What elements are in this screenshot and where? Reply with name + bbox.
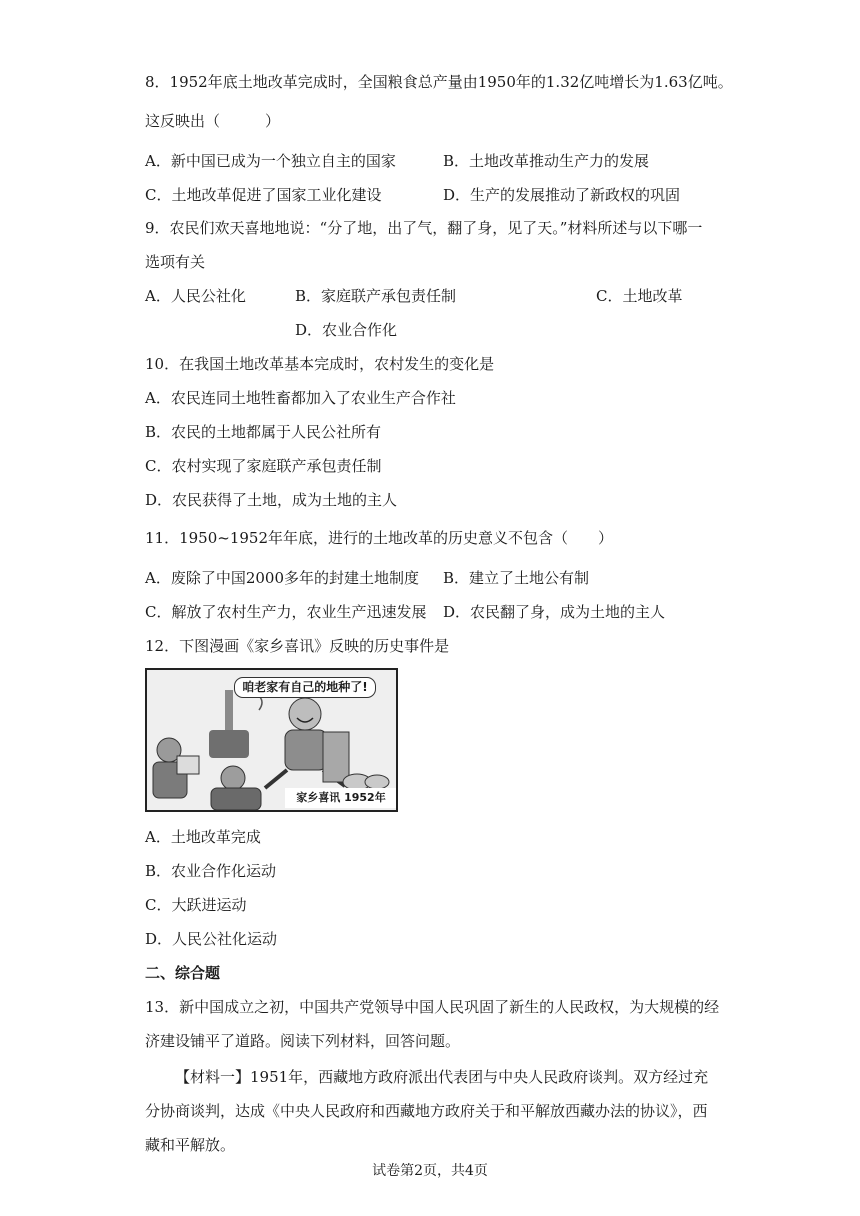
q9-option-a: A．人民公社化 bbox=[145, 287, 246, 305]
q8-option-b: B．土地改革推动生产力的发展 bbox=[443, 152, 650, 170]
q11-option-b: B．建立了土地公有制 bbox=[443, 569, 590, 587]
q9-stem-line2: 选项有关 bbox=[145, 253, 206, 271]
q10-option-a: A．农民连同土地牲畜都加入了农业生产合作社 bbox=[145, 389, 456, 407]
material-one-line2: 分协商谈判，达成《中央人民政府和西藏地方政府关于和平解放西藏办法的协议》，西 bbox=[145, 1102, 708, 1120]
q10-option-c: C．农村实现了家庭联产承包责任制 bbox=[145, 457, 382, 475]
q12-option-c: C．大跃进运动 bbox=[145, 896, 247, 914]
q9-stem-line1: 9．农民们欢天喜地地说：“分了地，出了气，翻了身，见了天。”材料所述与以下哪一 bbox=[145, 219, 703, 237]
q8-option-a: A．新中国已成为一个独立自主的国家 bbox=[145, 152, 396, 170]
page-footer: 试卷第2页，共4页 bbox=[372, 1163, 488, 1179]
material-one-line3: 藏和平解放。 bbox=[145, 1136, 236, 1154]
q13-stem-line2: 济建设铺平了道路。阅读下列材料，回答问题。 bbox=[145, 1032, 461, 1050]
q9-option-d: D．农业合作化 bbox=[295, 321, 398, 339]
cartoon-title-caption: 家乡喜讯 1952年 bbox=[285, 788, 397, 808]
q12-option-b: B．农业合作化运动 bbox=[145, 862, 277, 880]
q10-stem: 10．在我国土地改革基本完成时，农村发生的变化是 bbox=[145, 355, 495, 373]
q13-stem-line1: 13．新中国成立之初，中国共产党领导中国人民巩固了新生的人民政权，为大规模的经 bbox=[145, 998, 720, 1016]
cartoon-speech-bubble: 咱老家有自己的地种了! bbox=[234, 677, 376, 698]
q9-option-b: B．家庭联产承包责任制 bbox=[295, 287, 457, 305]
q12-stem: 12．下图漫画《家乡喜讯》反映的历史事件是 bbox=[145, 637, 450, 655]
section-title: 二、综合题 bbox=[145, 964, 221, 982]
q10-option-d: D．农民获得了土地，成为土地的主人 bbox=[145, 491, 398, 509]
q9-option-c: C．土地改革 bbox=[596, 287, 683, 305]
q8-stem-line1: 8．1952年底土地改革完成时，全国粮食总产量由1950年的1.32亿吨增长为1.63亿吨。 bbox=[145, 73, 733, 91]
q8-option-d: D．生产的发展推动了新政权的巩固 bbox=[443, 186, 681, 204]
q8-stem-line2: 这反映出（ ） bbox=[145, 112, 281, 130]
cartoon-image bbox=[145, 668, 398, 812]
q8-option-c: C．土地改革促进了国家工业化建设 bbox=[145, 186, 382, 204]
q12-option-d: D．人民公社化运动 bbox=[145, 930, 278, 948]
q12-option-a: A．土地改革完成 bbox=[145, 828, 261, 846]
q11-stem: 11．1950~1952年年底，进行的土地改革的历史意义不包含（ ） bbox=[145, 529, 614, 547]
q11-option-d: D．农民翻了身，成为土地的主人 bbox=[443, 603, 666, 621]
q11-option-c: C．解放了农村生产力，农业生产迅速发展 bbox=[145, 603, 427, 621]
q10-option-b: B．农民的土地都属于人民公社所有 bbox=[145, 423, 382, 441]
q11-option-a: A．废除了中国2000多年的封建土地制度 bbox=[145, 569, 420, 587]
material-one-line1: 【材料一】1951年，西藏地方政府派出代表团与中央人民政府谈判。双方经过充 bbox=[175, 1068, 709, 1086]
